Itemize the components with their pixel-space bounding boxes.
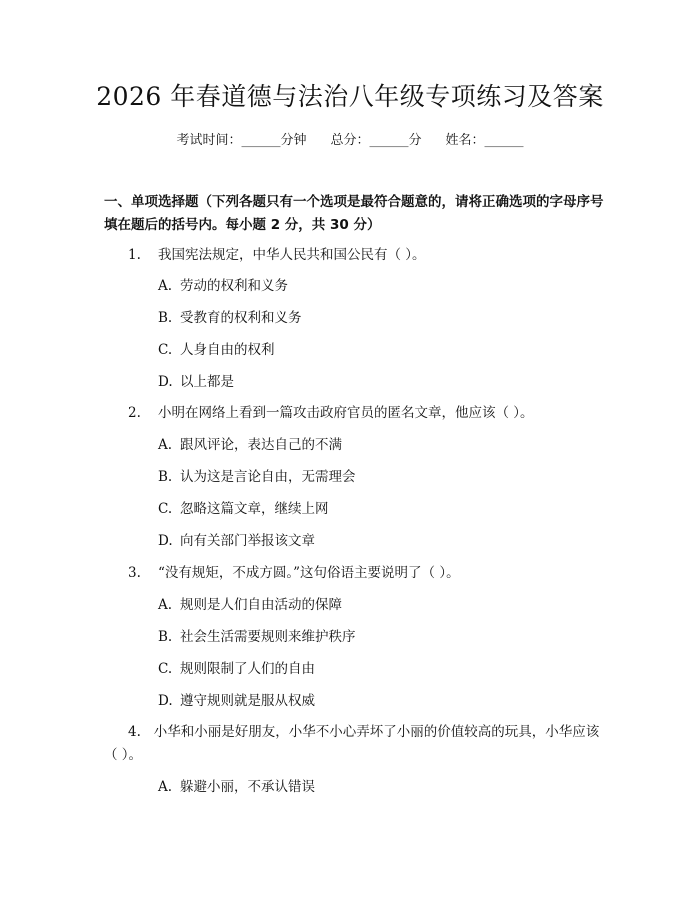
option-3b xyxy=(158,626,356,648)
option-letter: C. xyxy=(158,501,173,517)
exam-time-field: 考试时间：______分钟 xyxy=(176,133,307,148)
option-2d xyxy=(158,530,315,552)
option-1d xyxy=(158,371,234,393)
option-letter: D. xyxy=(158,374,173,390)
option-letter: D. xyxy=(158,693,173,709)
option-text: 规则是人们自由活动的保障 xyxy=(180,597,342,613)
question-number: 4. xyxy=(128,724,141,740)
option-letter: A. xyxy=(158,779,173,795)
student-name-field: 姓名：______ xyxy=(445,133,524,148)
option-text: 忽略这篇文章，继续上网 xyxy=(180,501,329,517)
option-text: 跟风评论，表达自己的不满 xyxy=(180,437,342,453)
question-4 xyxy=(104,721,604,767)
option-letter: D. xyxy=(158,533,173,549)
option-letter: B. xyxy=(158,469,173,485)
option-3c xyxy=(158,658,315,680)
question-number: 2. xyxy=(128,405,141,421)
option-letter: B. xyxy=(158,629,173,645)
option-4a xyxy=(158,776,315,798)
option-text: 社会生活需要规则来维护秩序 xyxy=(180,629,356,645)
option-text: 劳动的权利和义务 xyxy=(180,278,288,294)
option-text: 人身自由的权利 xyxy=(180,342,275,358)
question-text: 我国宪法规定，中华人民共和国公民有（ ）。 xyxy=(158,247,426,263)
option-text: 受教育的权利和义务 xyxy=(180,310,302,326)
option-3a xyxy=(158,594,342,616)
option-1a xyxy=(158,275,288,297)
option-text: 向有关部门举报该文章 xyxy=(180,533,315,549)
page-title: 2026 年春道德与法治八年级专项练习及答案 xyxy=(96,82,604,111)
option-letter: B. xyxy=(158,310,173,326)
option-text: 认为这是言论自由，无需理会 xyxy=(180,469,356,485)
option-letter: C. xyxy=(158,661,173,677)
option-2c xyxy=(158,498,329,520)
option-2a xyxy=(158,434,342,456)
option-letter: A. xyxy=(158,278,173,294)
option-letter: C. xyxy=(158,342,173,358)
question-text: 小明在网络上看到一篇攻击政府官员的匿名文章，他应该（ ）。 xyxy=(158,405,534,421)
option-1c xyxy=(158,339,275,361)
question-text: 小华和小丽是好朋友，小华不小心弄坏了小丽的价值较高的玩具，小华应该（ ）。 xyxy=(104,724,600,763)
section-heading: 一、单项选择题（下列各题只有一个选项是最符合题意的，请将正确选项的字母序号填在题后的括号内。每小题 2 分，共 30 分） xyxy=(104,194,604,233)
option-letter: A. xyxy=(158,597,173,613)
question-text: “没有规矩，不成方圆。”这句俗语主要说明了（ ）。 xyxy=(158,565,460,581)
option-letter: A. xyxy=(158,437,173,453)
question-2 xyxy=(128,402,608,424)
exam-info-line xyxy=(0,131,700,151)
option-3d xyxy=(158,690,315,712)
option-2b xyxy=(158,466,356,488)
option-1b xyxy=(158,307,302,329)
question-number: 3. xyxy=(128,565,141,581)
question-number: 1. xyxy=(128,247,141,263)
total-score-field: 总分：______分 xyxy=(330,133,422,148)
option-text: 遵守规则就是服从权威 xyxy=(180,693,315,709)
option-text: 躲避小丽，不承认错误 xyxy=(180,779,315,795)
option-text: 规则限制了人们的自由 xyxy=(180,661,315,677)
question-3 xyxy=(128,562,608,584)
question-1 xyxy=(128,244,608,266)
option-text: 以上都是 xyxy=(180,374,234,390)
